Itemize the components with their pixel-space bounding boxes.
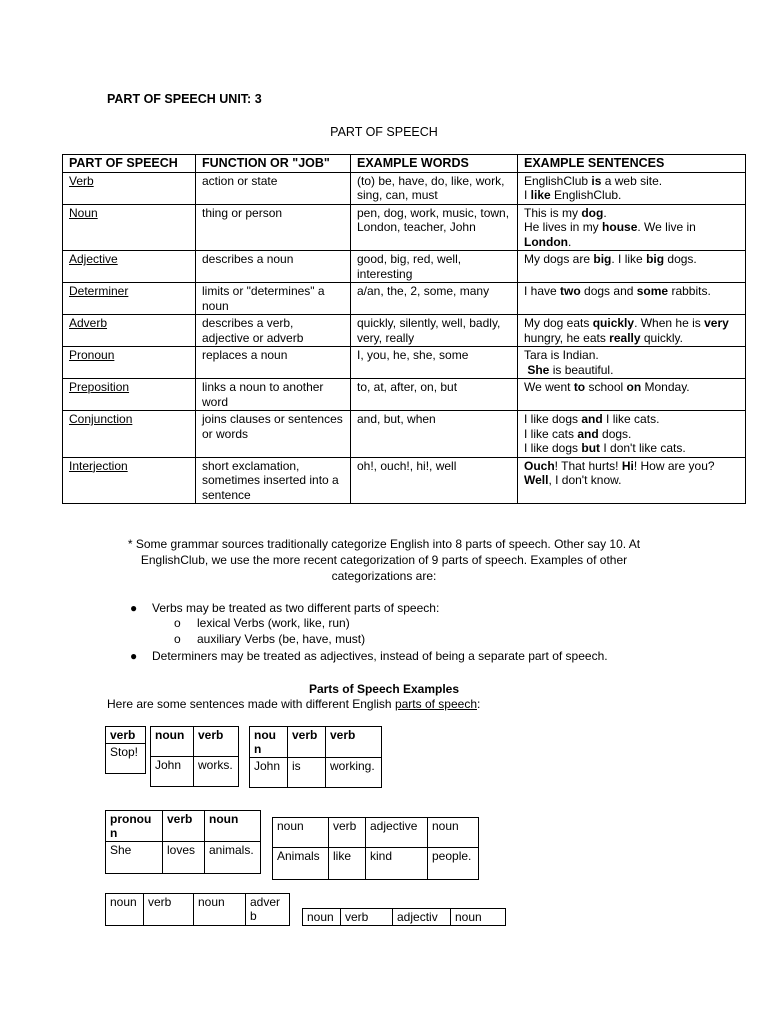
example-table-stop	[105, 726, 146, 774]
part-of-speech-cell: Adjective	[63, 251, 196, 283]
word-type-cell: noun	[273, 818, 329, 848]
function-cell: describes a verb, adjective or adverb	[196, 315, 351, 347]
word-cell: John	[151, 757, 194, 787]
examples-intro: Here are some sentences made with different English parts of speech:	[107, 697, 481, 711]
function-cell: thing or person	[196, 204, 351, 251]
bullet-text: Verbs may be treated as two different parts of speech:	[152, 601, 440, 615]
bullet-icon: ●	[130, 649, 138, 663]
function-cell: limits or "determines" a noun	[196, 283, 351, 315]
word-cell: like	[329, 848, 366, 880]
part-of-speech-cell: Conjunction	[63, 411, 196, 458]
table-row	[63, 172, 746, 204]
part-of-speech-cell: Determiner	[63, 283, 196, 315]
example-words-cell: a/an, the, 2, some, many	[351, 283, 518, 315]
word-type-cell: adjective	[366, 818, 428, 848]
function-cell: short exclamation, sometimes inserted into a sentence	[196, 457, 351, 504]
word-type-cell: noun	[194, 894, 246, 926]
function-cell: replaces a noun	[196, 347, 351, 379]
example-sentences-cell: This is my dog. He lives in my house. We live in London.	[518, 204, 746, 251]
example-sentences-cell: I have two dogs and some rabbits.	[518, 283, 746, 315]
word-cell: working.	[326, 758, 382, 788]
example-words-cell: to, at, after, on, but	[351, 379, 518, 411]
word-cell: people.	[428, 848, 479, 880]
example-table-noun-verb-adjective-noun	[302, 908, 506, 926]
example-table-john-works	[150, 726, 239, 787]
word-type-cell: pronoun	[106, 811, 163, 842]
example-words-cell: good, big, red, well, interesting	[351, 251, 518, 283]
parts-of-speech-link[interactable]: parts of speech	[394, 697, 477, 711]
example-table-animals-like-kind-people	[272, 817, 479, 880]
example-sentences-cell: EnglishClub is a web site. I like EnglishClub.	[518, 172, 746, 204]
part-of-speech-cell: Interjection	[63, 457, 196, 504]
sub-bullet-text: lexical Verbs (work, like, run)	[197, 616, 350, 630]
table-row	[63, 411, 746, 458]
example-sentences-cell: I like dogs and I like cats. I like cats and dogs. I like dogs but I don't like cats.	[518, 411, 746, 458]
example-table-noun-verb-noun-adverb	[105, 893, 290, 926]
bullet-icon: ●	[130, 601, 138, 615]
example-words-cell: pen, dog, work, music, town, London, teacher, John	[351, 204, 518, 251]
section-title: PART OF SPEECH	[330, 125, 438, 139]
table-row	[63, 379, 746, 411]
word-cell: works.	[194, 757, 239, 787]
footnote: * Some grammar sources traditionally categorize English into 8 parts of speech. Other say 10. At EnglishClub, we use the more recent categorization of 9 parts of speech. Examples of other categorizations are:	[127, 537, 641, 583]
word-type-cell: verb	[288, 727, 326, 758]
part-of-speech-cell: Verb	[63, 172, 196, 204]
table-row	[63, 315, 746, 347]
function-cell: describes a noun	[196, 251, 351, 283]
word-type-cell: verb	[163, 811, 205, 842]
word-cell: Stop!	[106, 744, 146, 774]
word-cell: She	[106, 842, 163, 874]
example-sentences-cell: My dogs are big. I like big dogs.	[518, 251, 746, 283]
table-header-row	[63, 155, 746, 173]
word-type-cell: verb	[106, 727, 146, 744]
function-cell: joins clauses or sentences or words	[196, 411, 351, 458]
part-of-speech-cell: Pronoun	[63, 347, 196, 379]
word-type-cell: adverb	[246, 894, 290, 926]
word-type-cell: verb	[326, 727, 382, 758]
column-header: FUNCTION OR "JOB"	[196, 155, 351, 173]
example-sentences-cell: We went to school on Monday.	[518, 379, 746, 411]
part-of-speech-cell: Preposition	[63, 379, 196, 411]
word-type-cell: noun	[428, 818, 479, 848]
parts-of-speech-table	[62, 154, 746, 504]
table-row	[63, 347, 746, 379]
example-words-cell: I, you, he, she, some	[351, 347, 518, 379]
word-type-cell: noun	[106, 894, 144, 926]
function-cell: action or state	[196, 172, 351, 204]
word-cell: animals.	[205, 842, 261, 874]
word-type-cell: verb	[341, 909, 393, 926]
table-row	[63, 251, 746, 283]
word-type-cell: adjectiv	[393, 909, 451, 926]
sub-bullet-text: auxiliary Verbs (be, have, must)	[197, 632, 366, 646]
table-row	[63, 283, 746, 315]
bullet-text: Determiners may be treated as adjectives, instead of being a separate part of speech.	[152, 649, 608, 663]
word-type-cell: noun	[151, 727, 194, 757]
example-table-john-is-working	[249, 726, 382, 788]
example-sentences-cell: Tara is Indian. She is beautiful.	[518, 347, 746, 379]
part-of-speech-cell: Adverb	[63, 315, 196, 347]
example-words-cell: oh!, ouch!, hi!, well	[351, 457, 518, 504]
word-type-cell: noun	[451, 909, 506, 926]
word-cell: loves	[163, 842, 205, 874]
word-type-cell: verb	[329, 818, 366, 848]
page-title: PART OF SPEECH UNIT: 3	[107, 92, 262, 106]
sub-bullet-icon: o	[174, 632, 181, 646]
word-type-cell: noun	[303, 909, 341, 926]
word-cell: Animals	[273, 848, 329, 880]
word-cell: kind	[366, 848, 428, 880]
word-type-cell: verb	[144, 894, 194, 926]
table-row	[63, 457, 746, 504]
part-of-speech-cell: Noun	[63, 204, 196, 251]
word-type-cell: noun	[250, 727, 288, 758]
function-cell: links a noun to another word	[196, 379, 351, 411]
column-header: EXAMPLE SENTENCES	[518, 155, 746, 173]
table-row	[63, 204, 746, 251]
example-sentences-cell: Ouch! That hurts! Hi! How are you? Well, I don't know.	[518, 457, 746, 504]
column-header: EXAMPLE WORDS	[351, 155, 518, 173]
example-words-cell: quickly, silently, well, badly, very, really	[351, 315, 518, 347]
example-words-cell: and, but, when	[351, 411, 518, 458]
column-header: PART OF SPEECH	[63, 155, 196, 173]
sub-bullet-icon: o	[174, 616, 181, 630]
example-table-she-loves-animals	[105, 810, 261, 874]
example-words-cell: (to) be, have, do, like, work, sing, can, must	[351, 172, 518, 204]
word-type-cell: noun	[205, 811, 261, 842]
example-sentences-cell: My dog eats quickly. When he is very hungry, he eats really quickly.	[518, 315, 746, 347]
word-cell: is	[288, 758, 326, 788]
word-type-cell: verb	[194, 727, 239, 757]
word-cell: John	[250, 758, 288, 788]
examples-title: Parts of Speech Examples	[308, 682, 460, 696]
